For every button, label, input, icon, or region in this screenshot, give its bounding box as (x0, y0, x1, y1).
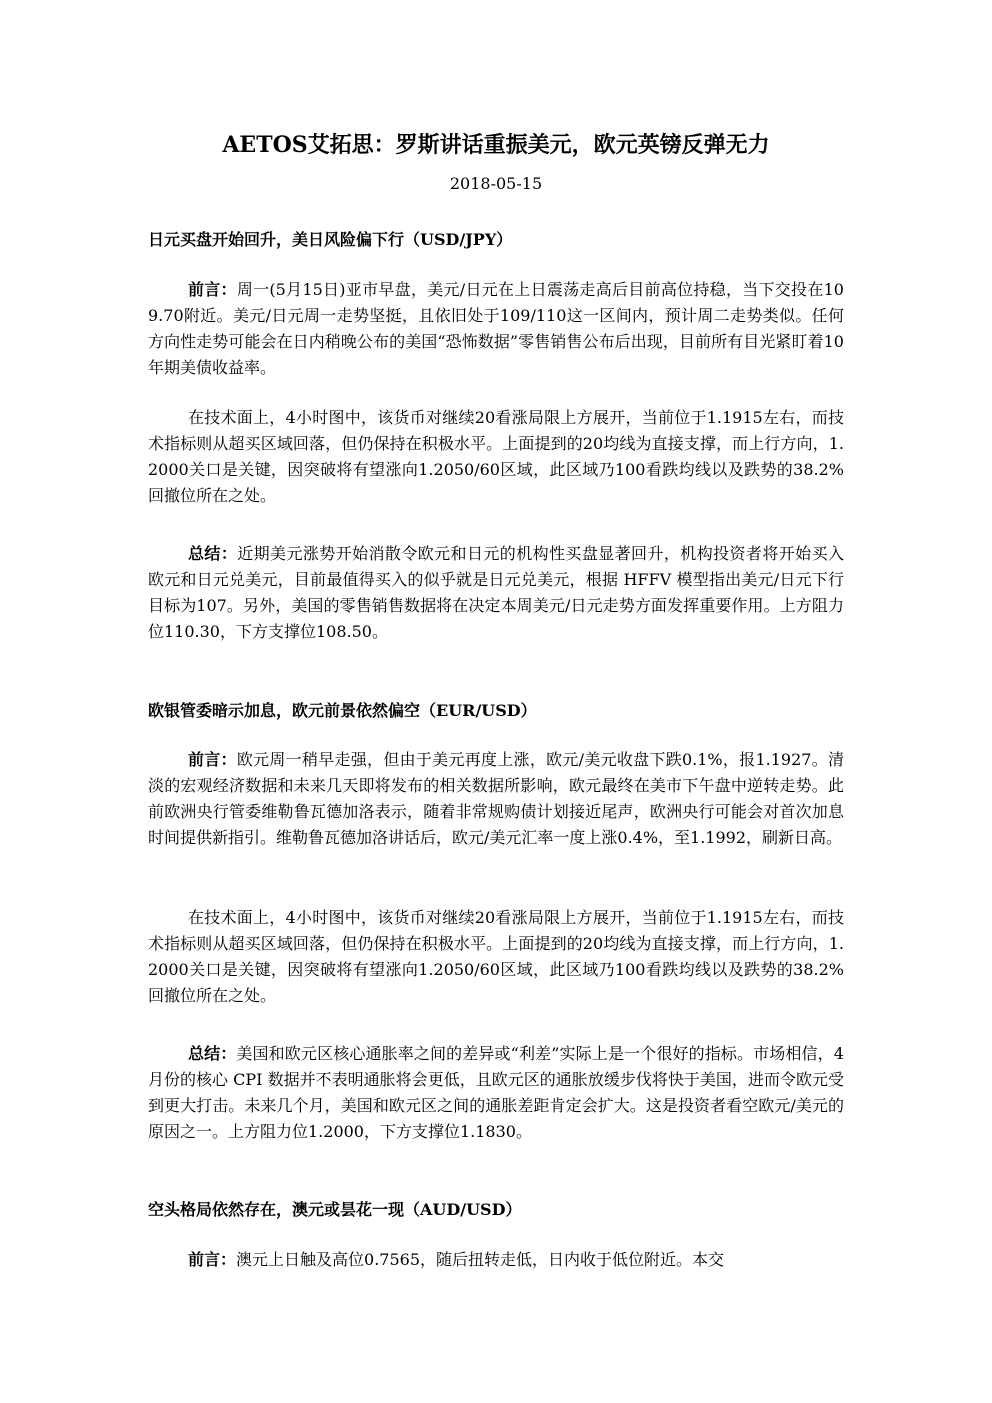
intro-label: 前言： (188, 1250, 237, 1269)
summary-label: 总结： (188, 1044, 237, 1063)
document-date: 2018-05-15 (449, 174, 543, 193)
intro-text: 欧元周一稍早走强，但由于美元再度上涨，欧元/美元收盘下跌0.1%，报1.1927。清淡的宏观经济数据和未来几天即将发布的相关数据所影响，欧元最终在美市下午盘中逆转走势。此前欧洲央行管委维勒鲁瓦德加洛表示，随着非常规购债计划接近尾声，欧洲央行可能会对首次加息时间提供新指引。维勒鲁瓦德加洛讲话后，欧元/美元汇率一度上涨0.4%，至1.1992，刷新日高。 (148, 750, 844, 847)
section-eurusd-summary (148, 1041, 844, 1145)
section-heading-audusd: 空头格局依然存在，澳元或昙花一现（AUD/USD） (148, 1200, 522, 1219)
section-eurusd-technical: 在技术面上，4小时图中，该货币对继续20看涨局限上方展开，当前位于1.1915左右，而技术指标则从超买区域回落，但仍保持在积极水平。上面提到的20均线为直接支撑，而上行方向，1.2000关口是关键，因突破将有望涨向1.2050/60区域，此区域乃100看跌均线以及跌势的38.2%回撤位所在之处。 (148, 908, 844, 1005)
section-usdjpy-intro (148, 277, 844, 381)
section-audusd-intro (148, 1247, 844, 1273)
intro-label: 前言： (188, 280, 237, 299)
intro-label: 前言： (188, 750, 237, 769)
section-usdjpy-technical: 在技术面上，4小时图中，该货币对继续20看涨局限上方展开，当前位于1.1915左右，而技术指标则从超买区域回落，但仍保持在积极水平。上面提到的20均线为直接支撑，而上行方向，1.2000关口是关键，因突破将有望涨向1.2050/60区域，此区域乃100看跌均线以及跌势的38.2%回撤位所在之处。 (148, 408, 844, 505)
section-eurusd-intro (148, 747, 844, 851)
summary-label: 总结： (188, 544, 238, 563)
intro-text: 澳元上日触及高位0.7565，随后扭转走低，日内收于低位附近。本交 (236, 1250, 725, 1269)
section-heading-eurusd: 欧银管委暗示加息，欧元前景依然偏空（EUR/USD） (148, 701, 537, 720)
section-usdjpy-summary (148, 541, 844, 645)
intro-text: 周一(5月15日)亚市早盘，美元/日元在上日震荡走高后目前高位持稳，当下交投在109.70附近。美元/日元周一走势坚挺，且依旧处于109/110这一区间内，预计周二走势类似。任何方向性走势可能会在日内稍晚公布的美国“恐怖数据”零售销售公布后出现，目前所有目光紧盯着10年期美债收益率。 (148, 280, 844, 377)
section-heading-usdjpy: 日元买盘开始回升，美日风险偏下行（USD/JPY） (148, 230, 513, 249)
summary-text: 美国和欧元区核心通胀率之间的差异或“利差”实际上是一个很好的指标。市场相信，4月份的核心 CPI 数据并不表明通胀将会更低，且欧元区的通胀放缓步伐将快于美国，进而令欧元受到更大打击。未来几个月，美国和欧元区之间的通胀差距肯定会扩大。这是投资者看空欧元/美元的原因之一。上方阻力位1.2000，下方支撑位1.1830。 (148, 1044, 844, 1141)
document-title: AETOS艾拓思：罗斯讲话重振美元，欧元英镑反弹无力 (222, 132, 770, 158)
summary-text: 近期美元涨势开始消散令欧元和日元的机构性买盘显著回升，机构投资者将开始买入欧元和日元兑美元，目前最值得买入的似乎就是日元兑美元，根据 HFFV 模型指出美元/日元下行目标为107。另外，美国的零售销售数据将在决定本周美元/日元走势方面发挥重要作用。上方阻力位110.30，下方支撑位108.50。 (148, 544, 844, 641)
